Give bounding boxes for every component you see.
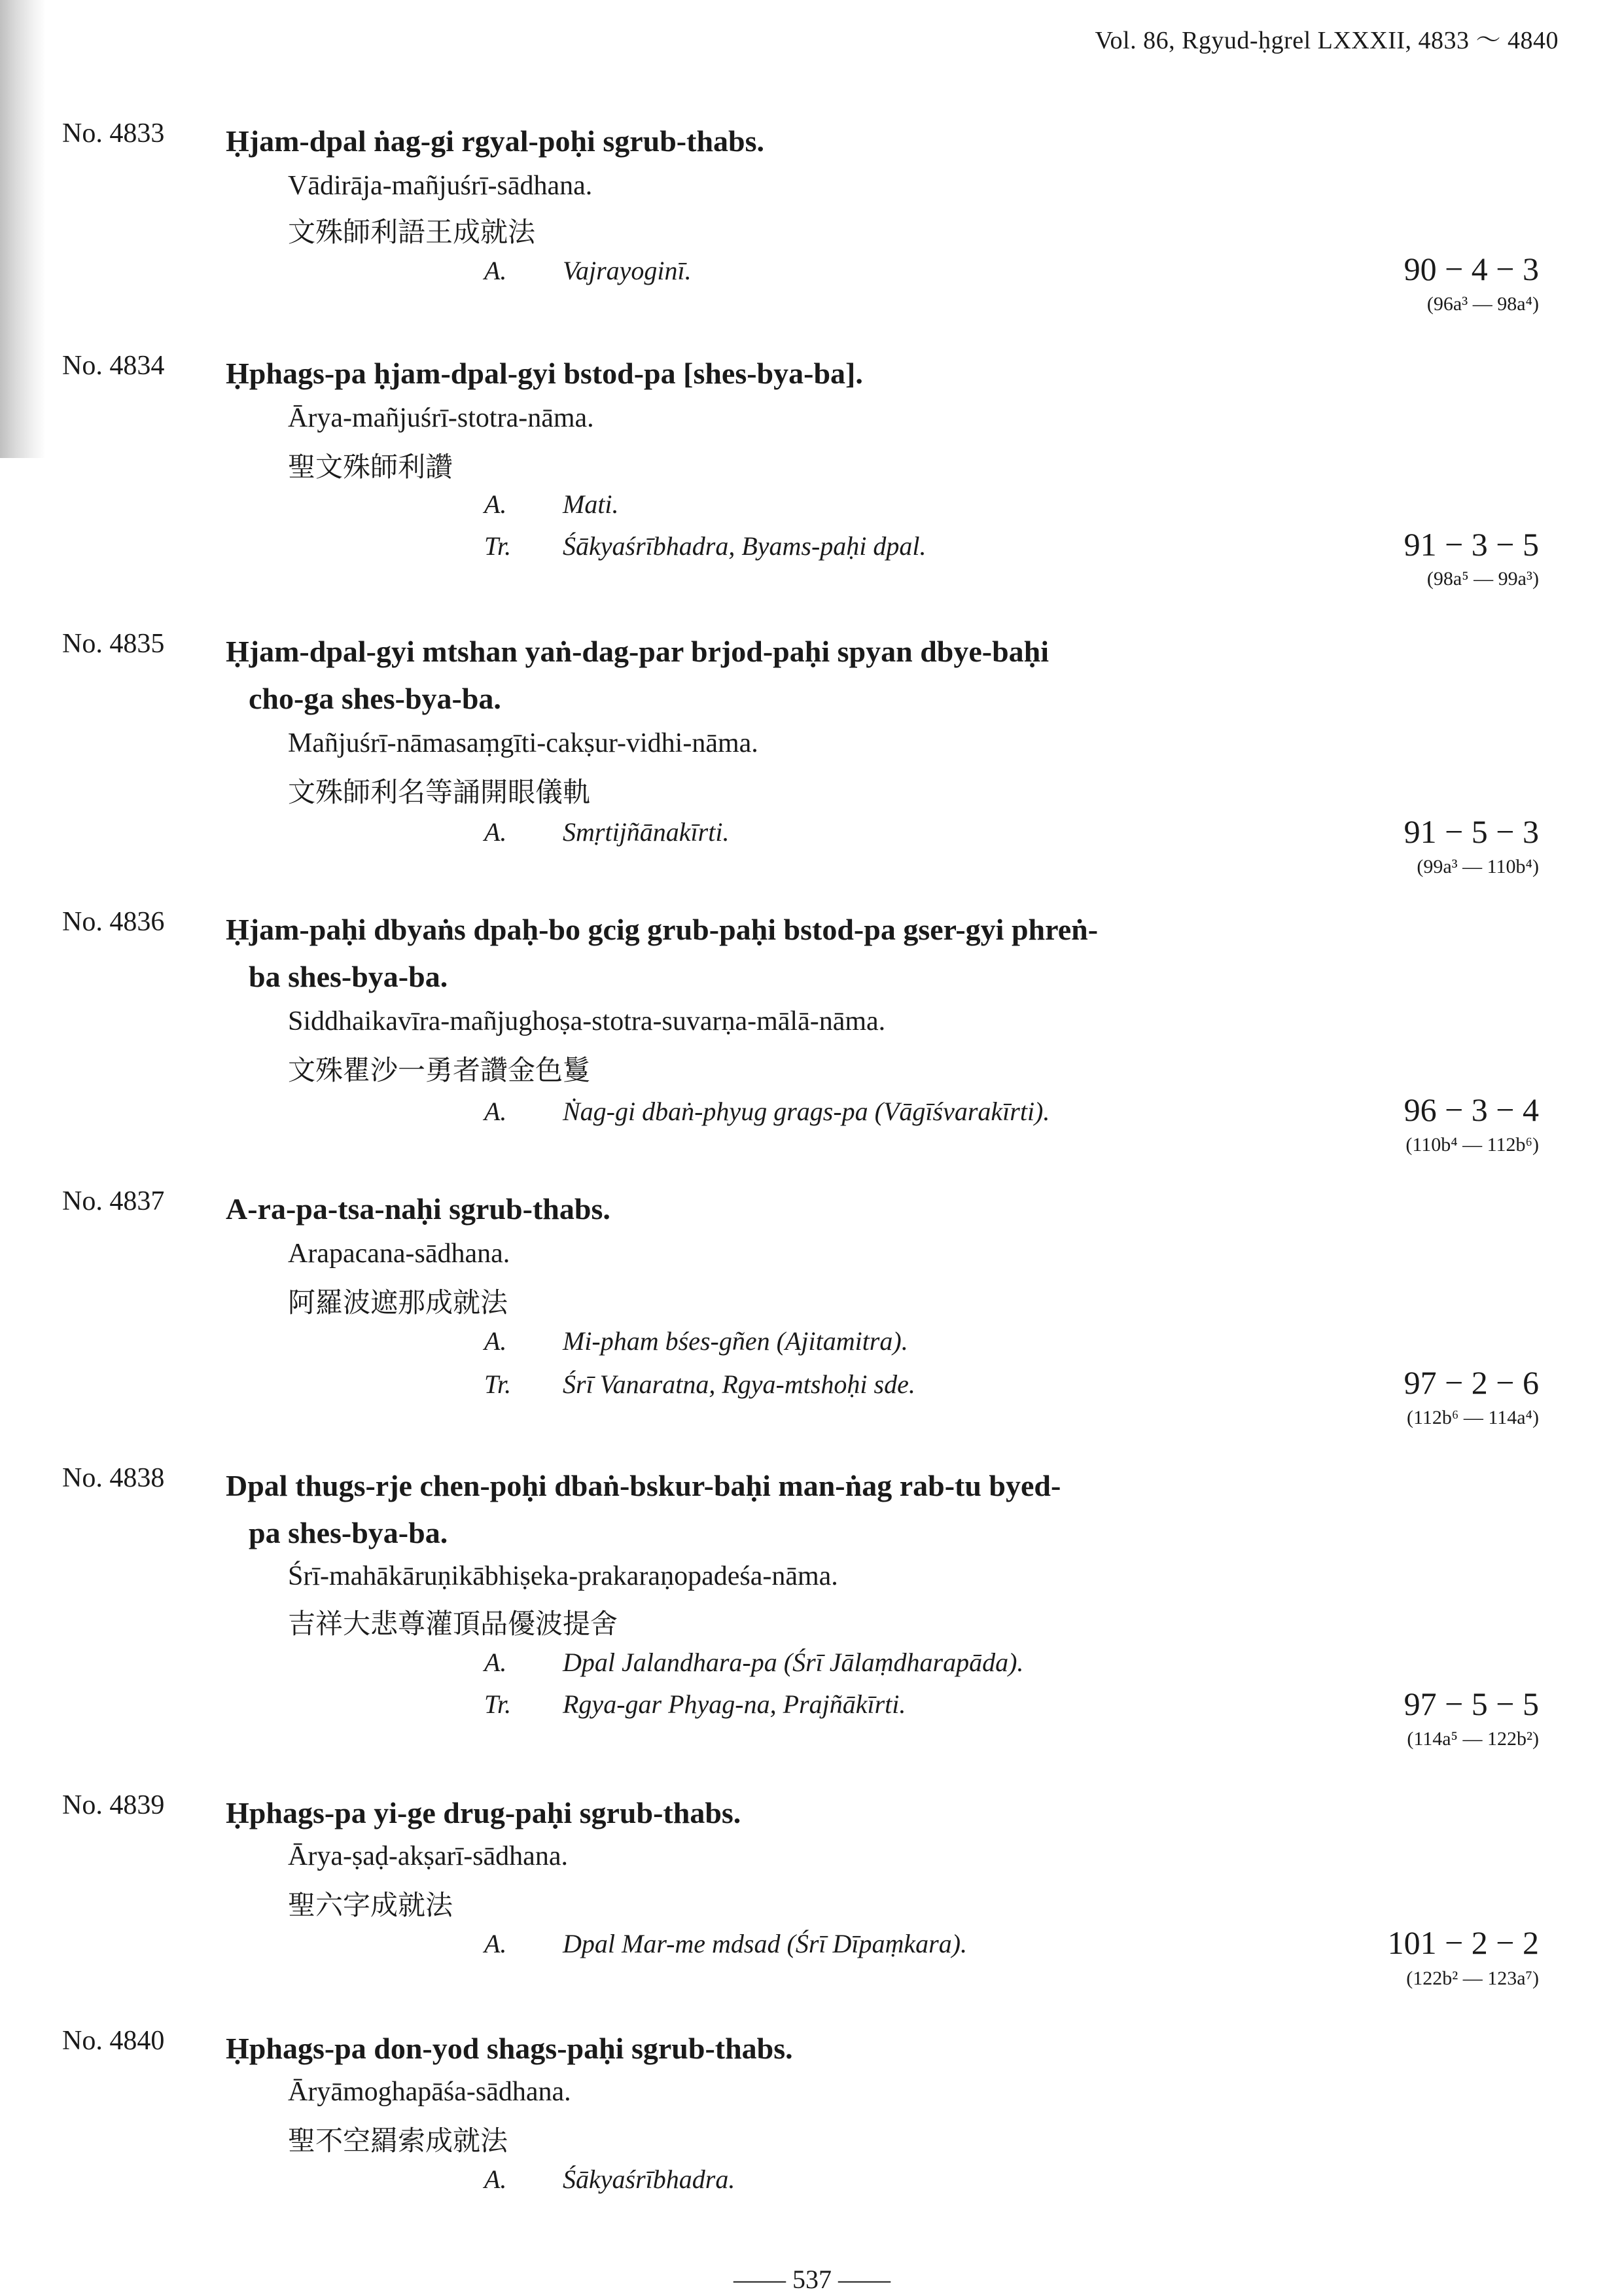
entry-number: No. 4833 — [62, 118, 165, 149]
chinese-title: 文殊師利名等誦開眼儀軌 — [288, 776, 591, 808]
folio-range: (112b⁶ — 114a⁴) — [1407, 1407, 1539, 1428]
credit-role: A. — [484, 1929, 507, 1958]
sanskrit-title: Ārya-ṣaḍ-akṣarī-sādhana. — [288, 1841, 568, 1871]
entry-number: No. 4836 — [62, 907, 165, 937]
credit-name: Smṛtijñānakīrti. — [563, 817, 730, 847]
running-head: Vol. 86, Rgyud-ḥgrel LXXXII, 4833 ～ 4840 — [1095, 27, 1559, 54]
entry-number: No. 4835 — [62, 629, 165, 659]
sanskrit-title: Siddhaikavīra-mañjughoṣa-stotra-suvarṇa-mālā-nāma. — [288, 1006, 886, 1036]
chinese-title: 吉祥大悲尊灌頂品優波提舍 — [288, 1608, 618, 1640]
credit-name: Śākyaśrībhadra, Byams-paḥi dpal. — [563, 531, 927, 561]
entry-number: No. 4837 — [62, 1186, 165, 1216]
credit-name: Mati. — [563, 489, 619, 519]
entry-number: No. 4838 — [62, 1463, 165, 1493]
credit-role: A. — [484, 256, 507, 285]
tibetan-title: Ḥjam-dpal-gyi mtshan yaṅ-dag-par brjod-paḥi spyan dbye-baḥi cho-ga shes-bya-ba. — [226, 635, 1050, 715]
credit-role: Tr. — [484, 531, 512, 561]
credit-name: Mi-pham bśes-gñen (Ajitamitra). — [563, 1326, 908, 1356]
chinese-title: 聖文殊師利讚 — [288, 451, 453, 483]
volume-reference: 96 − 3 − 4 — [1403, 1091, 1539, 1128]
credit-name: Śākyaśrībhadra. — [563, 2164, 735, 2194]
sanskrit-title: Mañjuśrī-nāmasaṃgīti-cakṣur-vidhi-nāma. — [288, 728, 758, 758]
credit-role: A. — [484, 1648, 507, 1677]
entry-number: No. 4840 — [62, 2026, 165, 2056]
tibetan-title: Ḥjam-paḥi dbyaṅs dpaḥ-bo gcig grub-paḥi bstod-pa gser-gyi phreṅ- ba shes-bya-ba. — [226, 913, 1099, 993]
entry-number: No. 4839 — [62, 1790, 165, 1820]
credit-name: Dpal Mar-me mdsad (Śrī Dīpaṃkara). — [563, 1929, 968, 1958]
tibetan-title: Ḥphags-pa ḥjam-dpal-gyi bstod-pa [shes-bya-ba]. — [226, 357, 863, 390]
volume-reference: 90 − 4 − 3 — [1403, 251, 1539, 287]
chinese-title: 阿羅波遮那成就法 — [288, 1286, 508, 1318]
credit-role: Tr. — [484, 1689, 512, 1719]
credit-role: Tr. — [484, 1369, 512, 1399]
credit-role: A. — [484, 489, 507, 519]
folio-range: (110b⁴ — 112b⁶) — [1405, 1134, 1539, 1156]
chinese-title: 文殊師利語王成就法 — [288, 216, 536, 248]
tibetan-title: A-ra-pa-tsa-naḥi sgrub-thabs. — [226, 1192, 610, 1226]
volume-reference: 91 − 5 − 3 — [1403, 813, 1539, 850]
folio-range: (98a⁵ — 99a³) — [1426, 568, 1539, 590]
page-number: —— 537 —— — [733, 2265, 891, 2294]
sanskrit-title: Āryāmoghapāśa-sādhana. — [288, 2077, 571, 2107]
credit-role: A. — [484, 2164, 507, 2194]
folio-range: (99a³ — 110b⁴) — [1417, 856, 1539, 877]
credit-role: A. — [484, 1097, 507, 1126]
chinese-title: 聖六字成就法 — [288, 1889, 453, 1921]
page-edge-shadow — [0, 0, 46, 458]
credit-name: Dpal Jalandhara-pa (Śrī Jālaṃdharapāda). — [563, 1648, 1024, 1677]
chinese-title: 聖不空羂索成就法 — [288, 2125, 508, 2157]
folio-range: (122b² — 123a⁷) — [1406, 1968, 1539, 1989]
credit-role: A. — [484, 817, 507, 847]
tibetan-title: Ḥphags-pa yi-ge drug-paḥi sgrub-thabs. — [226, 1796, 741, 1829]
credit-name: Śrī Vanaratna, Rgya-mtshoḥi sde. — [563, 1369, 915, 1399]
folio-range: (114a⁵ — 122b²) — [1407, 1728, 1539, 1750]
sanskrit-title: Arapacana-sādhana. — [288, 1239, 510, 1269]
credit-name: Vajrayoginī. — [563, 256, 692, 285]
volume-reference: 97 − 5 − 5 — [1403, 1686, 1539, 1722]
credit-role: A. — [484, 1326, 507, 1356]
folio-range: (96a³ — 98a⁴) — [1426, 293, 1539, 315]
entry-number: No. 4834 — [62, 351, 165, 381]
sanskrit-title: Ārya-mañjuśrī-stotra-nāma. — [288, 403, 594, 433]
chinese-title: 文殊瞿沙一勇者讚金色鬘 — [288, 1054, 591, 1086]
volume-reference: 91 − 3 − 5 — [1403, 526, 1539, 563]
tibetan-title: Ḥphags-pa don-yod shags-paḥi sgrub-thabs. — [226, 2032, 793, 2065]
sanskrit-title: Śrī-mahākāruṇikābhiṣeka-prakaraṇopadeśa-nāma. — [288, 1561, 838, 1591]
tibetan-title: Dpal thugs-rje chen-poḥi dbaṅ-bskur-baḥi man-ṅag rab-tu byed- pa shes-bya-ba. — [226, 1469, 1061, 1549]
credit-name: Rgya-gar Phyag-na, Prajñākīrti. — [563, 1689, 906, 1719]
volume-reference: 97 − 2 − 6 — [1403, 1364, 1539, 1401]
tibetan-title: Ḥjam-dpal ṅag-gi rgyal-poḥi sgrub-thabs. — [226, 124, 765, 158]
credit-name: Ṅag-gi dbaṅ-phyug grags-pa (Vāgīśvarakīrti). — [563, 1097, 1050, 1126]
volume-reference: 101 − 2 − 2 — [1387, 1924, 1539, 1961]
sanskrit-title: Vādirāja-mañjuśrī-sādhana. — [288, 171, 593, 201]
